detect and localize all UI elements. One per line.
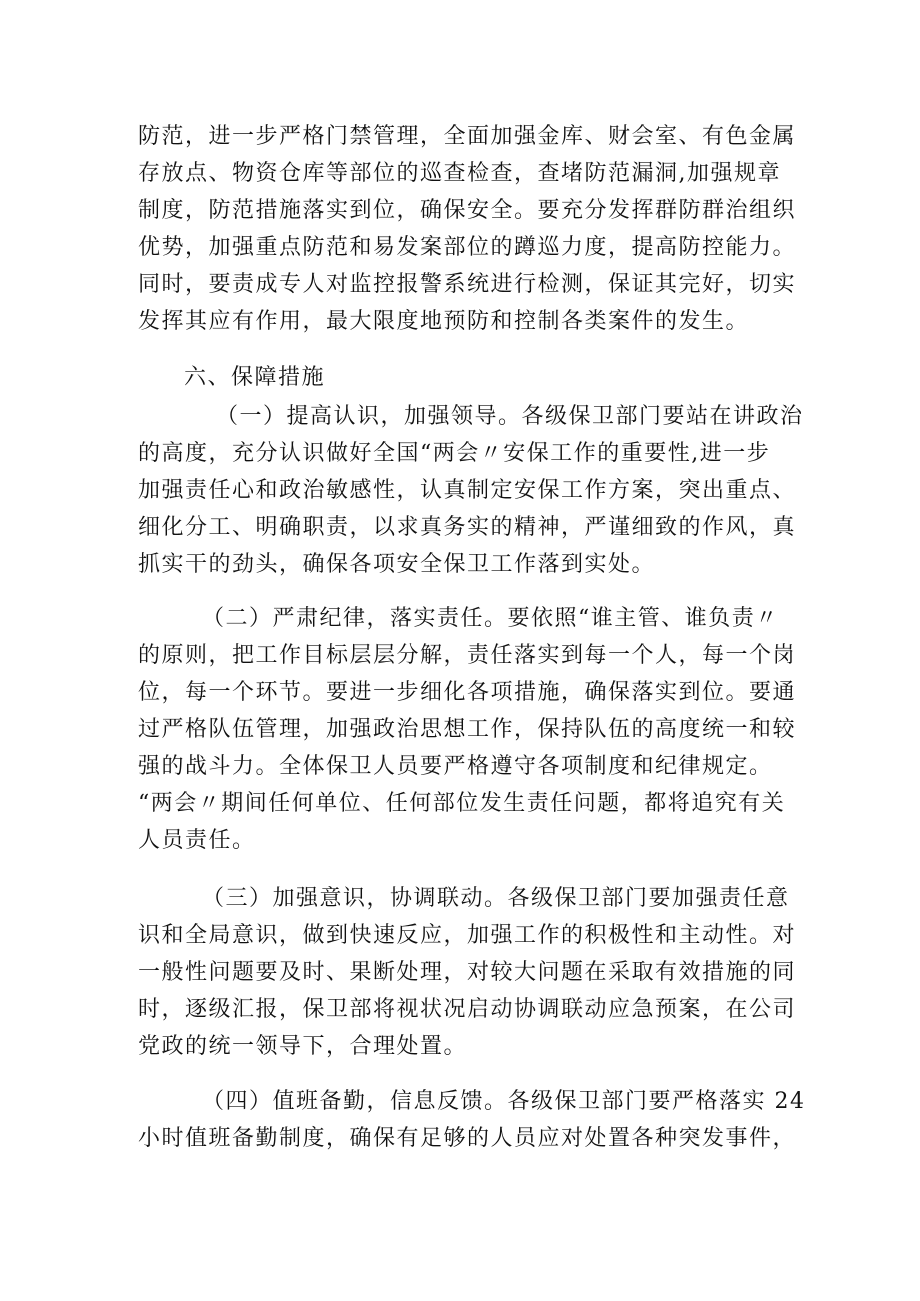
text-line: 人员责任。 — [138, 828, 256, 853]
text-line: 过严格队伍管理，加强政治思想工作，保持队伍的高度统一和较 — [138, 717, 797, 742]
text-line: 防范，进一步严格门禁管理，全面加强金库、财会室、有色金属 — [138, 124, 797, 149]
text-line: （二）严肃纪律，落实责任。要依照“谁主管、谁负责〃 — [202, 606, 779, 631]
text-line: 小时值班备勤制度，确保有足够的人员应对处置各种突发事件， — [138, 1126, 797, 1151]
text-line: 的原则，把工作目标层层分解，责任落实到每一个人，每一个岗 — [138, 643, 797, 668]
text-line: 时，逐级汇报，保卫部将视状况启动协调联动应急预案，在公司 — [138, 997, 797, 1022]
text-line: 党政的统一领导下，合理处置。 — [138, 1034, 468, 1059]
text-line: 强的战斗力。全体保卫人员要严格遵守各项制度和纪律规定。 — [138, 754, 773, 779]
text-line: （四）值班备勤，信息反馈。各级保卫部门要严格落实 24 — [202, 1089, 806, 1114]
paragraph-measure-2 — [138, 600, 798, 859]
paragraph-security-prevention — [138, 118, 798, 340]
paragraph-measure-3 — [138, 880, 798, 1065]
text-line: 识和全局意识，做到快速反应，加强工作的积极性和主动性。对 — [138, 923, 797, 948]
text-line: 发挥其应有作用，最大限度地预防和控制各类案件的发生。 — [138, 309, 750, 334]
text-line: （三）加强意识，协调联动。各级保卫部门要加强责任意 — [202, 886, 790, 911]
text-line: 一般性问题要及时、果断处理，对较大问题在采取有效措施的同 — [138, 960, 797, 985]
paragraph-measure-1 — [138, 398, 804, 583]
text-line: 的高度，充分认识做好全国“两会〃安保工作的重要性,进一步 — [138, 441, 771, 466]
text-line: 抓实干的劲头，确保各项安全保卫工作落到实处。 — [138, 552, 656, 577]
text-line: 同时，要责成专人对监控报警系统进行检测，保证其完好，切实 — [138, 272, 797, 297]
text-line: “两会〃期间任何单位、任何部位发生责任问题，都将追究有关 — [138, 791, 786, 816]
text-line: 细化分工、明确职责，以求真务实的精神，严谨细致的作风，真 — [138, 515, 797, 540]
section-heading-text: 六、保障措施 — [184, 365, 326, 390]
section-heading — [138, 359, 798, 396]
text-line: 制度，防范措施落实到位，确保安全。要充分发挥群防群治组织 — [138, 198, 797, 223]
text-line: 加强责任心和政治敏感性，认真制定安保工作方案，突出重点、 — [138, 478, 797, 503]
text-line: 存放点、物资仓库等部位的巡查检查，查堵防范漏洞,加强规章 — [138, 161, 781, 186]
text-line: 优势，加强重点防范和易发案部位的蹲巡力度，提高防控能力。 — [138, 235, 797, 260]
text-line: （一）提高认识，加强领导。各级保卫部门要站在讲政治 — [216, 404, 804, 429]
paragraph-measure-4 — [138, 1083, 806, 1157]
text-line: 位，每一个环节。要进一步细化各项措施，确保落实到位。要通 — [138, 680, 797, 705]
